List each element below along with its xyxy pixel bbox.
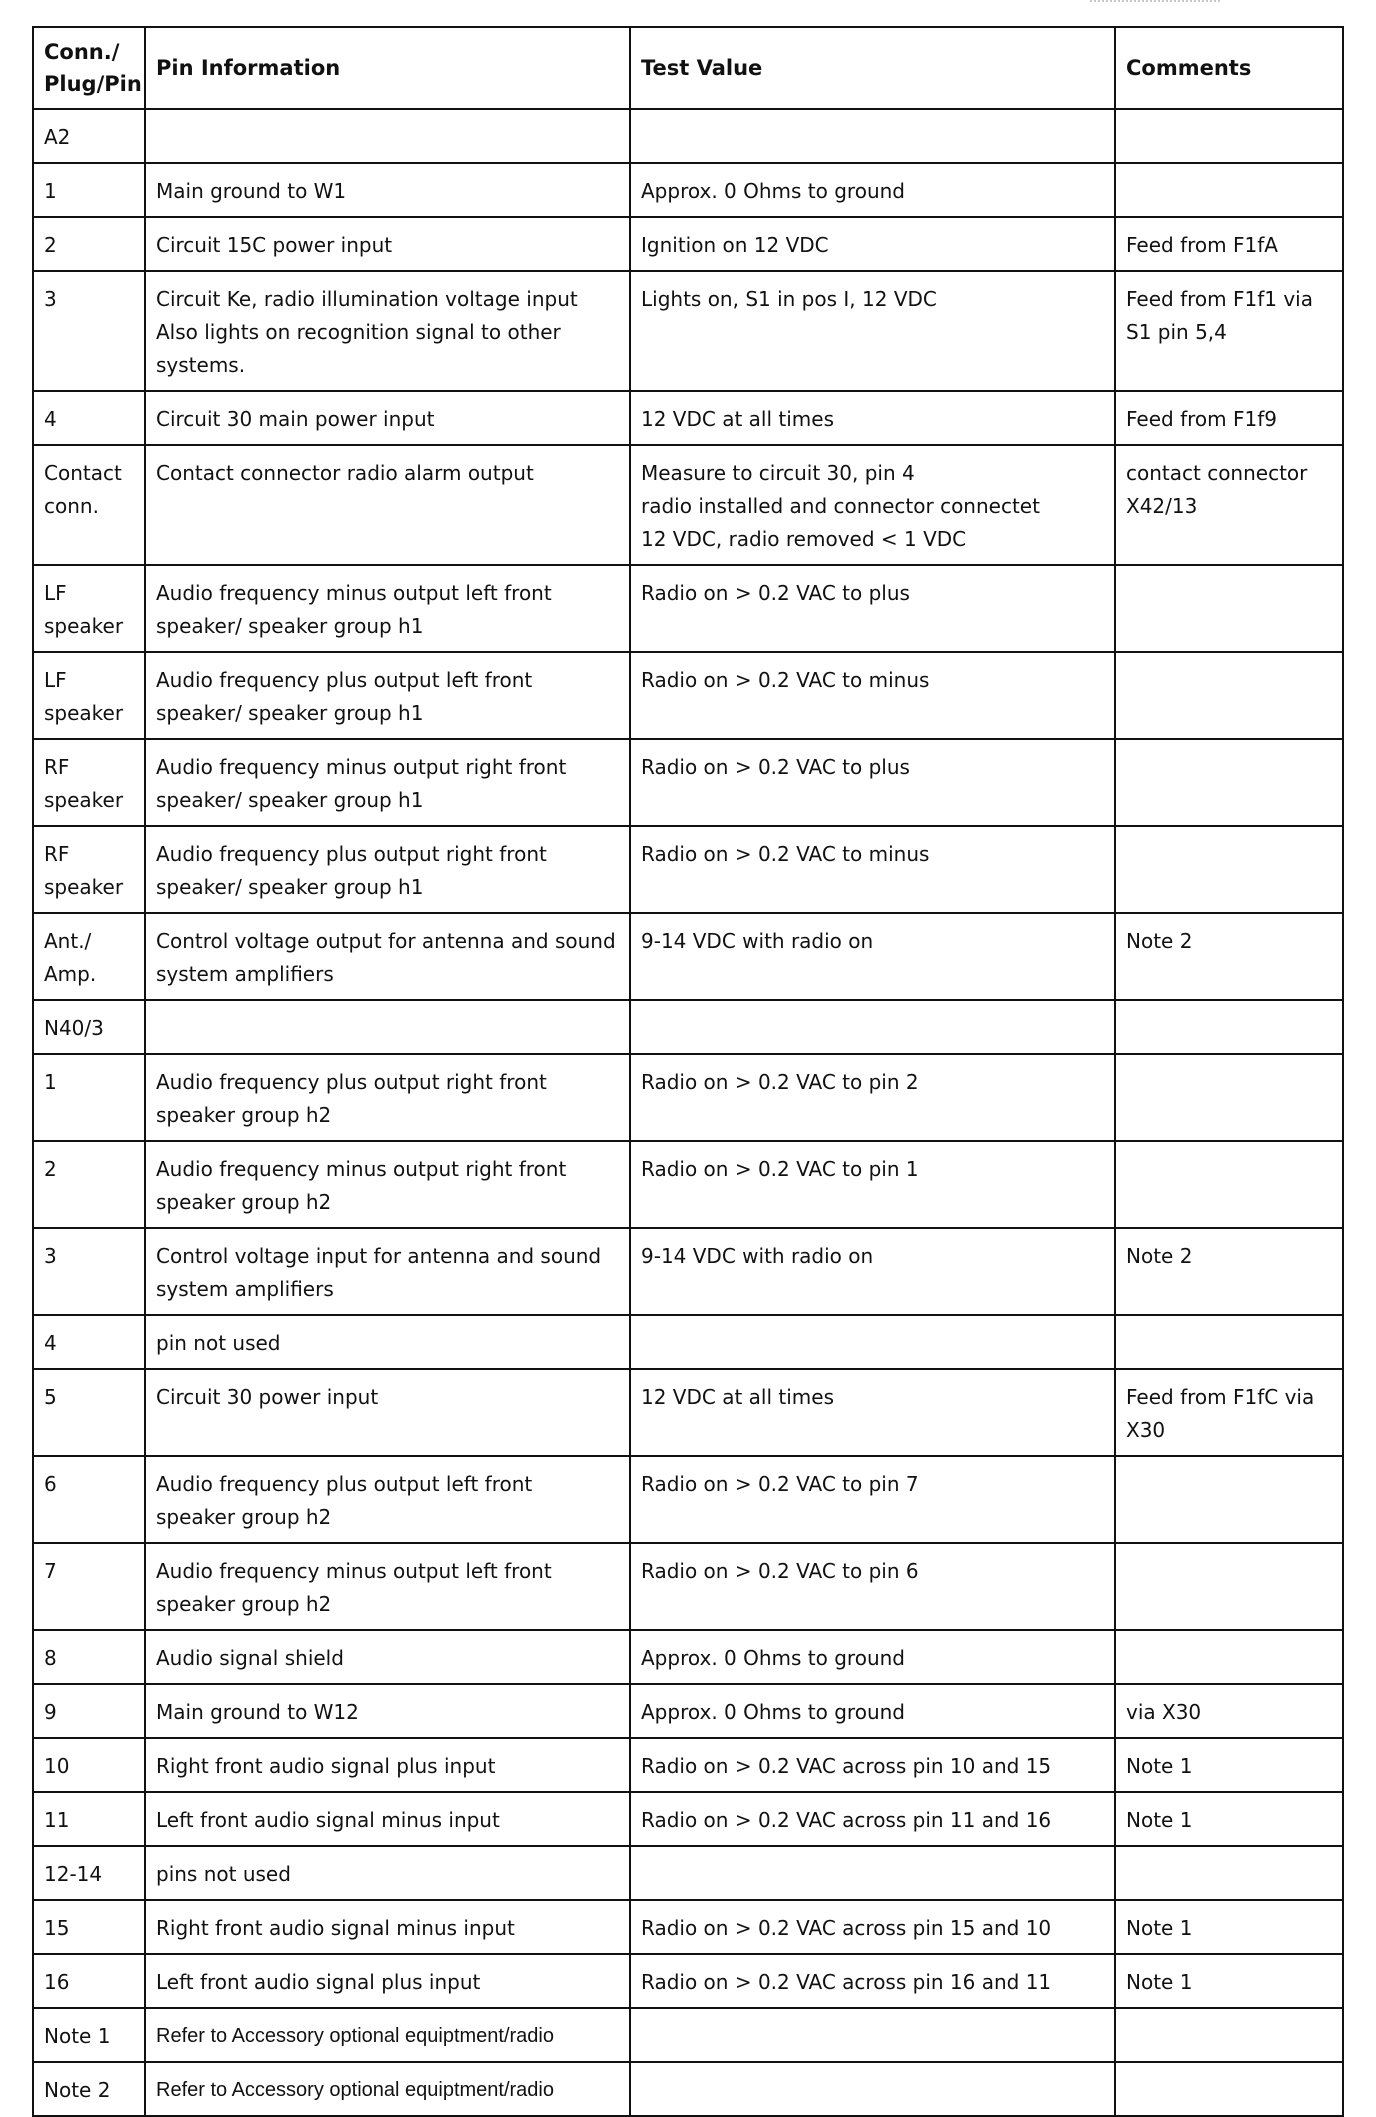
pin-information-cell xyxy=(145,1684,630,1738)
pin-information-cell xyxy=(145,1954,630,2008)
comments-cell xyxy=(1115,1630,1343,1684)
cell-text-line: Radio on > 0.2 VAC across pin 10 and 15 xyxy=(641,1754,1052,1778)
header-test-value: Test Value xyxy=(630,27,1115,109)
test-value-cell xyxy=(630,1738,1115,1792)
cell-text-line: 9-14 VDC with radio on xyxy=(641,1244,874,1268)
conn-plug-pin-cell xyxy=(33,1369,145,1456)
cell-text-line: Control voltage input for antenna and sound xyxy=(156,1244,602,1268)
conn-plug-pin-cell xyxy=(33,391,145,445)
cell-text-line: 3 xyxy=(44,287,57,311)
cell-text-line: speaker/ speaker group h1 xyxy=(156,701,424,725)
comments-cell xyxy=(1115,1054,1343,1141)
cell-text-line: Note 1 xyxy=(1126,1754,1193,1778)
cell-text-line: Right front audio signal plus input xyxy=(156,1754,496,1778)
comments-cell xyxy=(1115,1141,1343,1228)
cell-text-line: Radio on > 0.2 VAC to minus xyxy=(641,842,930,866)
cell-text-line: Main ground to W12 xyxy=(156,1700,359,1724)
cell-text-line: Amp. xyxy=(44,962,97,986)
cell-text-line: Control voltage output for antenna and sound xyxy=(156,929,616,953)
cell-text-line: Left front audio signal minus input xyxy=(156,1808,500,1832)
conn-plug-pin-cell xyxy=(33,109,145,163)
comments-cell xyxy=(1115,826,1343,913)
cell-text-line: via X30 xyxy=(1126,1700,1202,1724)
comments-cell xyxy=(1115,1000,1343,1054)
comments-cell xyxy=(1115,1738,1343,1792)
test-value-cell xyxy=(630,163,1115,217)
test-value-cell xyxy=(630,1792,1115,1846)
conn-plug-pin-cell xyxy=(33,913,145,1000)
cell-text-line: Note 1 xyxy=(1126,1970,1193,1994)
conn-plug-pin-cell xyxy=(33,1684,145,1738)
cell-text-line: Approx. 0 Ohms to ground xyxy=(641,1700,905,1724)
pin-information-cell xyxy=(145,2008,630,2062)
cell-text-line: Audio frequency plus output left front xyxy=(156,668,533,692)
pin-information-cell xyxy=(145,826,630,913)
pin-information-cell xyxy=(145,1630,630,1684)
table-row xyxy=(33,565,1343,652)
test-value-cell xyxy=(630,1369,1115,1456)
pin-information-cell xyxy=(145,1846,630,1900)
test-value-cell xyxy=(630,1543,1115,1630)
cell-text-line: Audio signal shield xyxy=(156,1646,344,1670)
test-value-cell xyxy=(630,1954,1115,2008)
table-row xyxy=(33,1315,1343,1369)
table-row xyxy=(33,1054,1343,1141)
cell-text-line: Circuit 30 main power input xyxy=(156,407,435,431)
table-row xyxy=(33,913,1343,1000)
table-row xyxy=(33,1630,1343,1684)
test-value-cell xyxy=(630,2008,1115,2062)
cell-text-line: Circuit 30 power input xyxy=(156,1385,379,1409)
test-value-cell xyxy=(630,739,1115,826)
table-row xyxy=(33,217,1343,271)
cell-text-line: 4 xyxy=(44,1331,57,1355)
cell-text-line: Audio frequency plus output right front xyxy=(156,1070,547,1094)
table-row xyxy=(33,271,1343,391)
conn-plug-pin-cell xyxy=(33,1543,145,1630)
cell-text-line: Circuit Ke, radio illumination voltage input xyxy=(156,287,578,311)
cell-text-line: 9-14 VDC with radio on xyxy=(641,929,874,953)
comments-cell xyxy=(1115,1684,1343,1738)
comments-cell xyxy=(1115,1315,1343,1369)
comments-cell xyxy=(1115,1900,1343,1954)
header-plug-pin-line: Plug/Pin xyxy=(44,72,142,96)
comments-cell xyxy=(1115,1369,1343,1456)
cell-text-line: Measure to circuit 30, pin 4 xyxy=(641,461,915,485)
table-row xyxy=(33,163,1343,217)
comments-cell xyxy=(1115,391,1343,445)
cell-text-line: 11 xyxy=(44,1808,70,1832)
cell-text-line: Radio on > 0.2 VAC across pin 15 and 10 xyxy=(641,1916,1052,1940)
comments-cell xyxy=(1115,445,1343,565)
cell-text-line: LF speaker xyxy=(44,581,124,638)
table-row xyxy=(33,739,1343,826)
cell-text-line: 9 xyxy=(44,1700,57,1724)
pin-information-cell xyxy=(145,1543,630,1630)
test-value-cell xyxy=(630,652,1115,739)
cell-text-line: 3 xyxy=(44,1244,57,1268)
test-value-cell xyxy=(630,826,1115,913)
table-row xyxy=(33,652,1343,739)
cell-text-line: Radio on > 0.2 VAC to plus xyxy=(641,581,910,605)
cell-text-line: speaker group h2 xyxy=(156,1103,332,1127)
pin-information-cell xyxy=(145,739,630,826)
conn-plug-pin-cell xyxy=(33,1630,145,1684)
header-conn-plug-pin xyxy=(33,27,145,109)
pin-information-cell xyxy=(145,445,630,565)
cell-text-line: Note 1 xyxy=(1126,1916,1193,1940)
table-row xyxy=(33,1543,1343,1630)
pin-information-cell xyxy=(145,217,630,271)
test-value-cell xyxy=(630,1054,1115,1141)
conn-plug-pin-cell xyxy=(33,565,145,652)
test-value-cell xyxy=(630,109,1115,163)
pin-information-table xyxy=(32,26,1344,2117)
cell-text-line: Audio frequency minus output left front xyxy=(156,1559,552,1583)
cell-text-line: Feed from F1f9 xyxy=(1126,407,1277,431)
test-value-cell xyxy=(630,391,1115,445)
cell-text-line: system amplifiers xyxy=(156,962,334,986)
test-value-cell xyxy=(630,913,1115,1000)
pin-information-cell xyxy=(145,163,630,217)
test-value-cell xyxy=(630,1228,1115,1315)
cell-text-line: radio installed and connector connectet xyxy=(641,494,1040,518)
header-conn-line: Conn./ xyxy=(44,40,120,64)
cell-text-line: Approx. 0 Ohms to ground xyxy=(641,1646,905,1670)
conn-plug-pin-cell xyxy=(33,217,145,271)
comments-cell xyxy=(1115,1846,1343,1900)
table-row xyxy=(33,1846,1343,1900)
cell-text-line: system amplifiers xyxy=(156,1277,334,1301)
table-row xyxy=(33,1141,1343,1228)
test-value-cell xyxy=(630,1900,1115,1954)
conn-plug-pin-cell xyxy=(33,2062,145,2116)
comments-cell xyxy=(1115,1954,1343,2008)
pin-information-cell xyxy=(145,1369,630,1456)
test-value-cell xyxy=(630,445,1115,565)
cell-text-line: Lights on, S1 in pos I, 12 VDC xyxy=(641,287,937,311)
conn-plug-pin-cell xyxy=(33,163,145,217)
cell-text-line: contact connector xyxy=(1126,461,1308,485)
cell-text-line: RF speaker xyxy=(44,755,124,812)
cell-text-line: 7 xyxy=(44,1559,57,1583)
cell-text-line: Right front audio signal minus input xyxy=(156,1916,515,1940)
cell-text-line: Note 2 xyxy=(44,2078,111,2102)
cell-text-line: X42/13 xyxy=(1126,494,1198,518)
pin-information-cell xyxy=(145,1000,630,1054)
cell-text-line: speaker/ speaker group h1 xyxy=(156,614,424,638)
cell-text-line: N40/3 xyxy=(44,1016,104,1040)
cell-text-line: Note 2 xyxy=(1126,929,1193,953)
cell-text-line: Refer to Accessory optional equiptment/radio xyxy=(156,2079,554,2101)
test-value-cell xyxy=(630,1684,1115,1738)
header-pin-information: Pin Information xyxy=(145,27,630,109)
comments-cell xyxy=(1115,271,1343,391)
cell-text-line: pins not used xyxy=(156,1862,291,1886)
cell-text-line: Feed from F1f1 via xyxy=(1126,287,1313,311)
cell-text-line: Note 2 xyxy=(1126,1244,1193,1268)
cell-text-line: 8 xyxy=(44,1646,57,1670)
conn-plug-pin-cell xyxy=(33,1141,145,1228)
pin-information-cell xyxy=(145,1228,630,1315)
cell-text-line: speaker/ speaker group h1 xyxy=(156,875,424,899)
conn-plug-pin-cell xyxy=(33,1315,145,1369)
cell-text-line: Audio frequency minus output left front xyxy=(156,581,552,605)
cell-text-line: 16 xyxy=(44,1970,70,1994)
conn-plug-pin-cell xyxy=(33,1954,145,2008)
table-row xyxy=(33,1792,1343,1846)
cell-text-line: Audio frequency minus output right front xyxy=(156,1157,567,1181)
cell-text-line: conn. xyxy=(44,494,99,518)
cell-text-line: Circuit 15C power input xyxy=(156,233,393,257)
cell-text-line: 4 xyxy=(44,407,57,431)
table-row xyxy=(33,1954,1343,2008)
cell-text-line: Left front audio signal plus input xyxy=(156,1970,481,1994)
comments-cell xyxy=(1115,217,1343,271)
pin-information-cell xyxy=(145,1900,630,1954)
test-value-cell xyxy=(630,1000,1115,1054)
table-row xyxy=(33,1228,1343,1315)
test-value-cell xyxy=(630,565,1115,652)
cell-text-line: 2 xyxy=(44,1157,57,1181)
cell-text-line: speaker group h2 xyxy=(156,1505,332,1529)
cell-text-line: LF speaker xyxy=(44,668,124,725)
conn-plug-pin-cell xyxy=(33,1054,145,1141)
table-body xyxy=(33,109,1343,2116)
cell-text-line: Audio frequency plus output left front xyxy=(156,1472,533,1496)
cell-text-line: Radio on > 0.2 VAC to pin 7 xyxy=(641,1472,919,1496)
cell-text-line: Approx. 0 Ohms to ground xyxy=(641,179,905,203)
cell-text-line: Radio on > 0.2 VAC to pin 2 xyxy=(641,1070,919,1094)
pin-information-cell xyxy=(145,1456,630,1543)
table-header-row xyxy=(33,27,1343,109)
comments-cell xyxy=(1115,1228,1343,1315)
cell-text-line: systems. xyxy=(156,353,246,377)
cell-text-line: 1 xyxy=(44,1070,57,1094)
conn-plug-pin-cell xyxy=(33,1228,145,1315)
cell-text-line: 10 xyxy=(44,1754,70,1778)
cell-text-line: Also lights on recognition signal to other xyxy=(156,320,561,344)
cell-text-line: Feed from F1fC via xyxy=(1126,1385,1315,1409)
conn-plug-pin-cell xyxy=(33,1456,145,1543)
cell-text-line: Radio on > 0.2 VAC across pin 16 and 11 xyxy=(641,1970,1052,1994)
cell-text-line: 12-14 xyxy=(44,1862,103,1886)
comments-cell xyxy=(1115,1543,1343,1630)
conn-plug-pin-cell xyxy=(33,1846,145,1900)
conn-plug-pin-cell xyxy=(33,1792,145,1846)
comments-cell xyxy=(1115,913,1343,1000)
pin-information-cell xyxy=(145,1315,630,1369)
cell-text-line: speaker group h2 xyxy=(156,1190,332,1214)
cell-text-line: Main ground to W1 xyxy=(156,179,347,203)
scan-header-fragment xyxy=(1090,0,1220,8)
cell-text-line: Refer to Accessory optional equiptment/radio xyxy=(156,2025,554,2047)
cell-text-line: speaker/ speaker group h1 xyxy=(156,788,424,812)
cell-text-line: 2 xyxy=(44,233,57,257)
table-row xyxy=(33,1900,1343,1954)
conn-plug-pin-cell xyxy=(33,2008,145,2062)
cell-text-line: Note 1 xyxy=(44,2024,111,2048)
cell-text-line: X30 xyxy=(1126,1418,1166,1442)
document-page xyxy=(32,26,1342,2117)
cell-text-line: 12 VDC, radio removed < 1 VDC xyxy=(641,527,967,551)
table-row xyxy=(33,109,1343,163)
comments-cell xyxy=(1115,1792,1343,1846)
cell-text-line: Note 1 xyxy=(1126,1808,1193,1832)
pin-information-cell xyxy=(145,652,630,739)
test-value-cell xyxy=(630,1456,1115,1543)
test-value-cell xyxy=(630,1141,1115,1228)
cell-text-line: 12 VDC at all times xyxy=(641,1385,834,1409)
pin-information-cell xyxy=(145,2062,630,2116)
cell-text-line: pin not used xyxy=(156,1331,281,1355)
cell-text-line: 5 xyxy=(44,1385,57,1409)
comments-cell xyxy=(1115,1456,1343,1543)
test-value-cell xyxy=(630,217,1115,271)
table-row xyxy=(33,1684,1343,1738)
cell-text-line: Radio on > 0.2 VAC to pin 6 xyxy=(641,1559,919,1583)
table-row xyxy=(33,1456,1343,1543)
cell-text-line: RF speaker xyxy=(44,842,124,899)
cell-text-line: Contact xyxy=(44,461,122,485)
cell-text-line: Radio on > 0.2 VAC to plus xyxy=(641,755,910,779)
pin-information-cell xyxy=(145,271,630,391)
comments-cell xyxy=(1115,109,1343,163)
test-value-cell xyxy=(630,271,1115,391)
cell-text-line: Audio frequency plus output right front xyxy=(156,842,547,866)
pin-information-cell xyxy=(145,1738,630,1792)
cell-text-line: Contact connector radio alarm output xyxy=(156,461,534,485)
comments-cell xyxy=(1115,652,1343,739)
test-value-cell xyxy=(630,1630,1115,1684)
cell-text-line: S1 pin 5,4 xyxy=(1126,320,1227,344)
conn-plug-pin-cell xyxy=(33,826,145,913)
comments-cell xyxy=(1115,2008,1343,2062)
table-row xyxy=(33,1738,1343,1792)
note-row xyxy=(33,2062,1343,2116)
comments-cell xyxy=(1115,2062,1343,2116)
conn-plug-pin-cell xyxy=(33,1000,145,1054)
test-value-cell xyxy=(630,1315,1115,1369)
cell-text-line: 12 VDC at all times xyxy=(641,407,834,431)
cell-text-line: Radio on > 0.2 VAC to pin 1 xyxy=(641,1157,919,1181)
pin-information-cell xyxy=(145,109,630,163)
test-value-cell xyxy=(630,1846,1115,1900)
conn-plug-pin-cell xyxy=(33,1738,145,1792)
cell-text-line: Ant./ xyxy=(44,929,92,953)
cell-text-line: Radio on > 0.2 VAC across pin 11 and 16 xyxy=(641,1808,1052,1832)
conn-plug-pin-cell xyxy=(33,739,145,826)
pin-information-cell xyxy=(145,1141,630,1228)
table-row xyxy=(33,1000,1343,1054)
table-row xyxy=(33,445,1343,565)
cell-text-line: Ignition on 12 VDC xyxy=(641,233,829,257)
pin-information-cell xyxy=(145,1054,630,1141)
pin-information-cell xyxy=(145,1792,630,1846)
cell-text-line: 6 xyxy=(44,1472,57,1496)
cell-text-line: speaker group h2 xyxy=(156,1592,332,1616)
conn-plug-pin-cell xyxy=(33,1900,145,1954)
comments-cell xyxy=(1115,163,1343,217)
conn-plug-pin-cell xyxy=(33,445,145,565)
table-row xyxy=(33,1369,1343,1456)
pin-information-cell xyxy=(145,391,630,445)
header-comments: Comments xyxy=(1115,27,1343,109)
cell-text-line: 1 xyxy=(44,179,57,203)
pin-information-cell xyxy=(145,565,630,652)
test-value-cell xyxy=(630,2062,1115,2116)
cell-text-line: Feed from F1fA xyxy=(1126,233,1278,257)
cell-text-line: A2 xyxy=(44,125,71,149)
conn-plug-pin-cell xyxy=(33,271,145,391)
note-row xyxy=(33,2008,1343,2062)
pin-information-cell xyxy=(145,913,630,1000)
cell-text-line: 15 xyxy=(44,1916,70,1940)
table-row xyxy=(33,826,1343,913)
comments-cell xyxy=(1115,739,1343,826)
table-row xyxy=(33,391,1343,445)
cell-text-line: Audio frequency minus output right front xyxy=(156,755,567,779)
cell-text-line: Radio on > 0.2 VAC to minus xyxy=(641,668,930,692)
comments-cell xyxy=(1115,565,1343,652)
conn-plug-pin-cell xyxy=(33,652,145,739)
